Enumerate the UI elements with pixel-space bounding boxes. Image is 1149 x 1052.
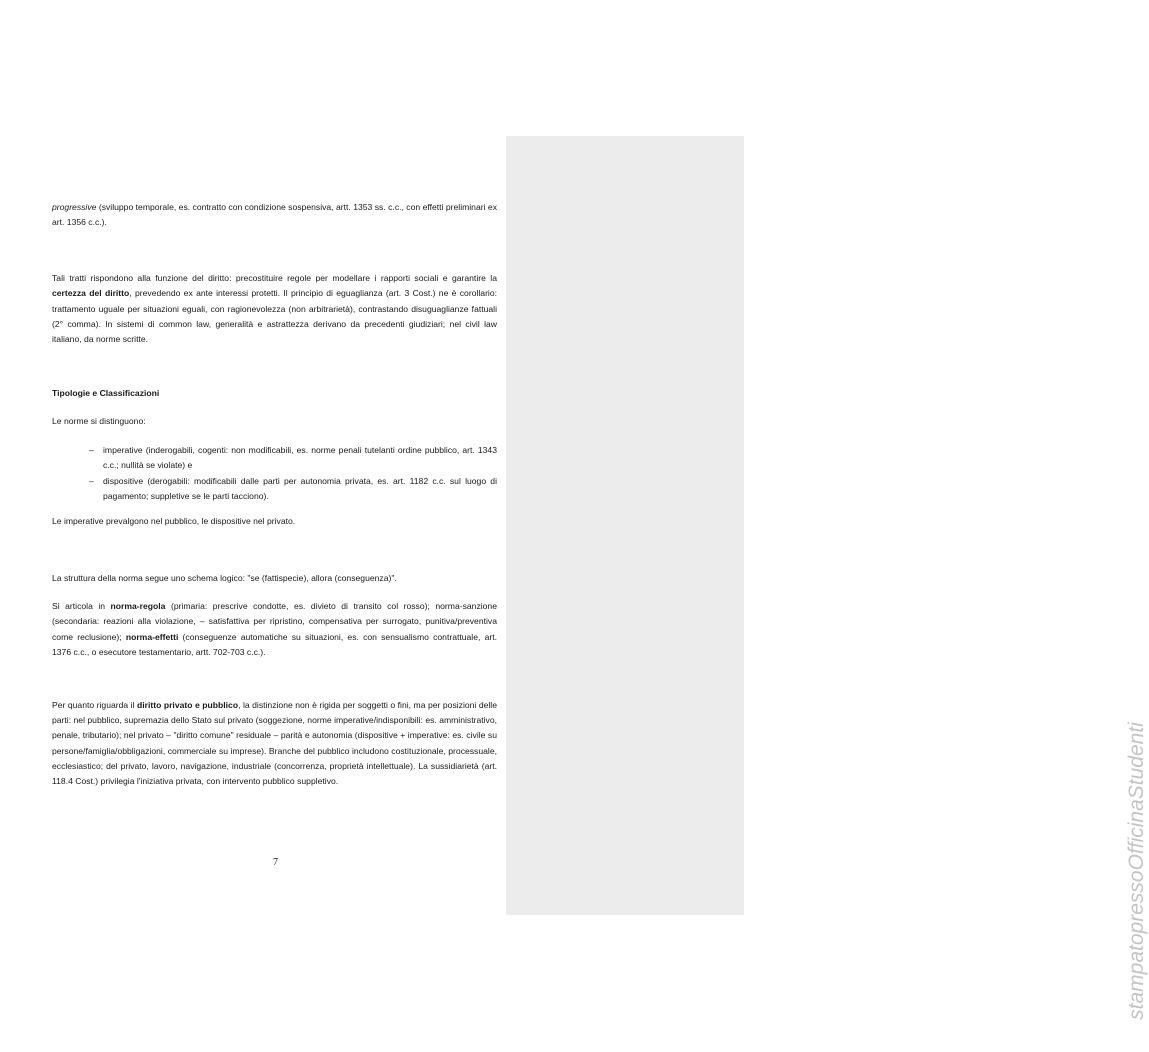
italic-term: progressive xyxy=(52,202,97,212)
text: , la distinzione non è rigida per soggetti o fini, ma per posizioni delle parti: nel pubblico, supremazia dello Stato sul privato (soggezione, norme imperative/indisponibili: es. amministrativo, penale, tributario); nel privato – "diritto comune" residuale – parità e autonomia (dispositive + imperative: es. civile su persone/famiglia/obbligazioni, commerciale su imprese). Branche del pubblico includono costituzionale, processuale, ecclesiastico; del privato, lavoro, navigazione, industriale (concorrenza, proprietà intellettuale). La sussidiarietà (art. 118.4 Cost.) privilegia l'iniziativa privata, con intervento pubblico suppletivo. xyxy=(52,700,497,787)
bold-term: norma-regola xyxy=(110,601,166,611)
paragraph-funzione xyxy=(52,271,497,347)
list-intro: Le norme si distinguono: xyxy=(52,416,146,426)
paragraph-prevalenza: Le imperative prevalgono nel pubblico, le dispositive nel privato. xyxy=(52,516,296,526)
list-item-text: dispositive (derogabili: modificabili dalle parti per autonomia privata, es. art. 1182 c.c. sul luogo di pagamento; suppletive se le parti tacciono). xyxy=(103,476,497,502)
dash-bullet: – xyxy=(89,476,94,486)
text: (sviluppo temporale, es. contratto con condizione sospensiva, artt. 1353 ss. c.c., con effetti preliminari ex art. 1356 c.c.). xyxy=(52,202,497,228)
text: , prevedendo ex ante interessi protetti. Il principio di eguaglianza (art. 3 Cost.) ne è corollario: trattamento uguale per situazioni eguali, con ragionevolezza (non arbitrarietà), contrastando disuguaglianze fattuali (2° comma). In sistemi di common law, generalità e astrattezza derivano da precedenti giudiziari; nel civil law italiano, da norme scritte. xyxy=(52,288,498,345)
text: Si articola in xyxy=(52,601,111,611)
paragraph-articolazione xyxy=(52,599,497,660)
comment-sidebar xyxy=(506,136,1148,1020)
page-number: 7 xyxy=(273,857,278,868)
text: (primaria: prescrive condotte, es. divieto di transito col rosso); norma-sanzione (secondaria: reazioni alla violazione, – satisfattiva per ripristino, compensativa per surrogato, punitiva/preventiva come reclusione); xyxy=(52,601,497,642)
list-item xyxy=(89,474,497,505)
list-item xyxy=(89,443,497,474)
bold-term: norma-effetti xyxy=(125,631,179,642)
paragraph-struttura: La struttura della norma segue uno schema logico: "se (fattispecie), allora (conseguenza)". xyxy=(52,573,397,583)
section-heading: Tipologie e Classificazioni xyxy=(52,388,160,398)
text: Tali tratti rispondono alla funzione del diritto: precostituire regole per modellare i rapporti sociali e garantire la xyxy=(52,273,497,283)
list-item-text: imperative (inderogabili, cogenti: non modificabili, es. norme penali tutelanti ordine pubblico, art. 1343 c.c.; nullità se violate) e xyxy=(103,445,497,471)
dash-bullet: – xyxy=(89,445,94,455)
text: (conseguenze automatiche su situazioni, es. con sensualismo contrattuale, art. 1376 c.c., o esecutore testamentario, artt. 702-703 c.c.). xyxy=(52,631,497,657)
bold-term: certezza del diritto xyxy=(52,288,130,299)
bold-term: diritto privato e pubblico xyxy=(137,700,239,710)
text: Per quanto riguarda il xyxy=(52,700,137,710)
paragraph-privato-pubblico xyxy=(52,698,497,789)
paragraph-progressive xyxy=(52,200,497,231)
watermark: stampatopressoOfficinaStudenti xyxy=(1125,722,1148,1020)
